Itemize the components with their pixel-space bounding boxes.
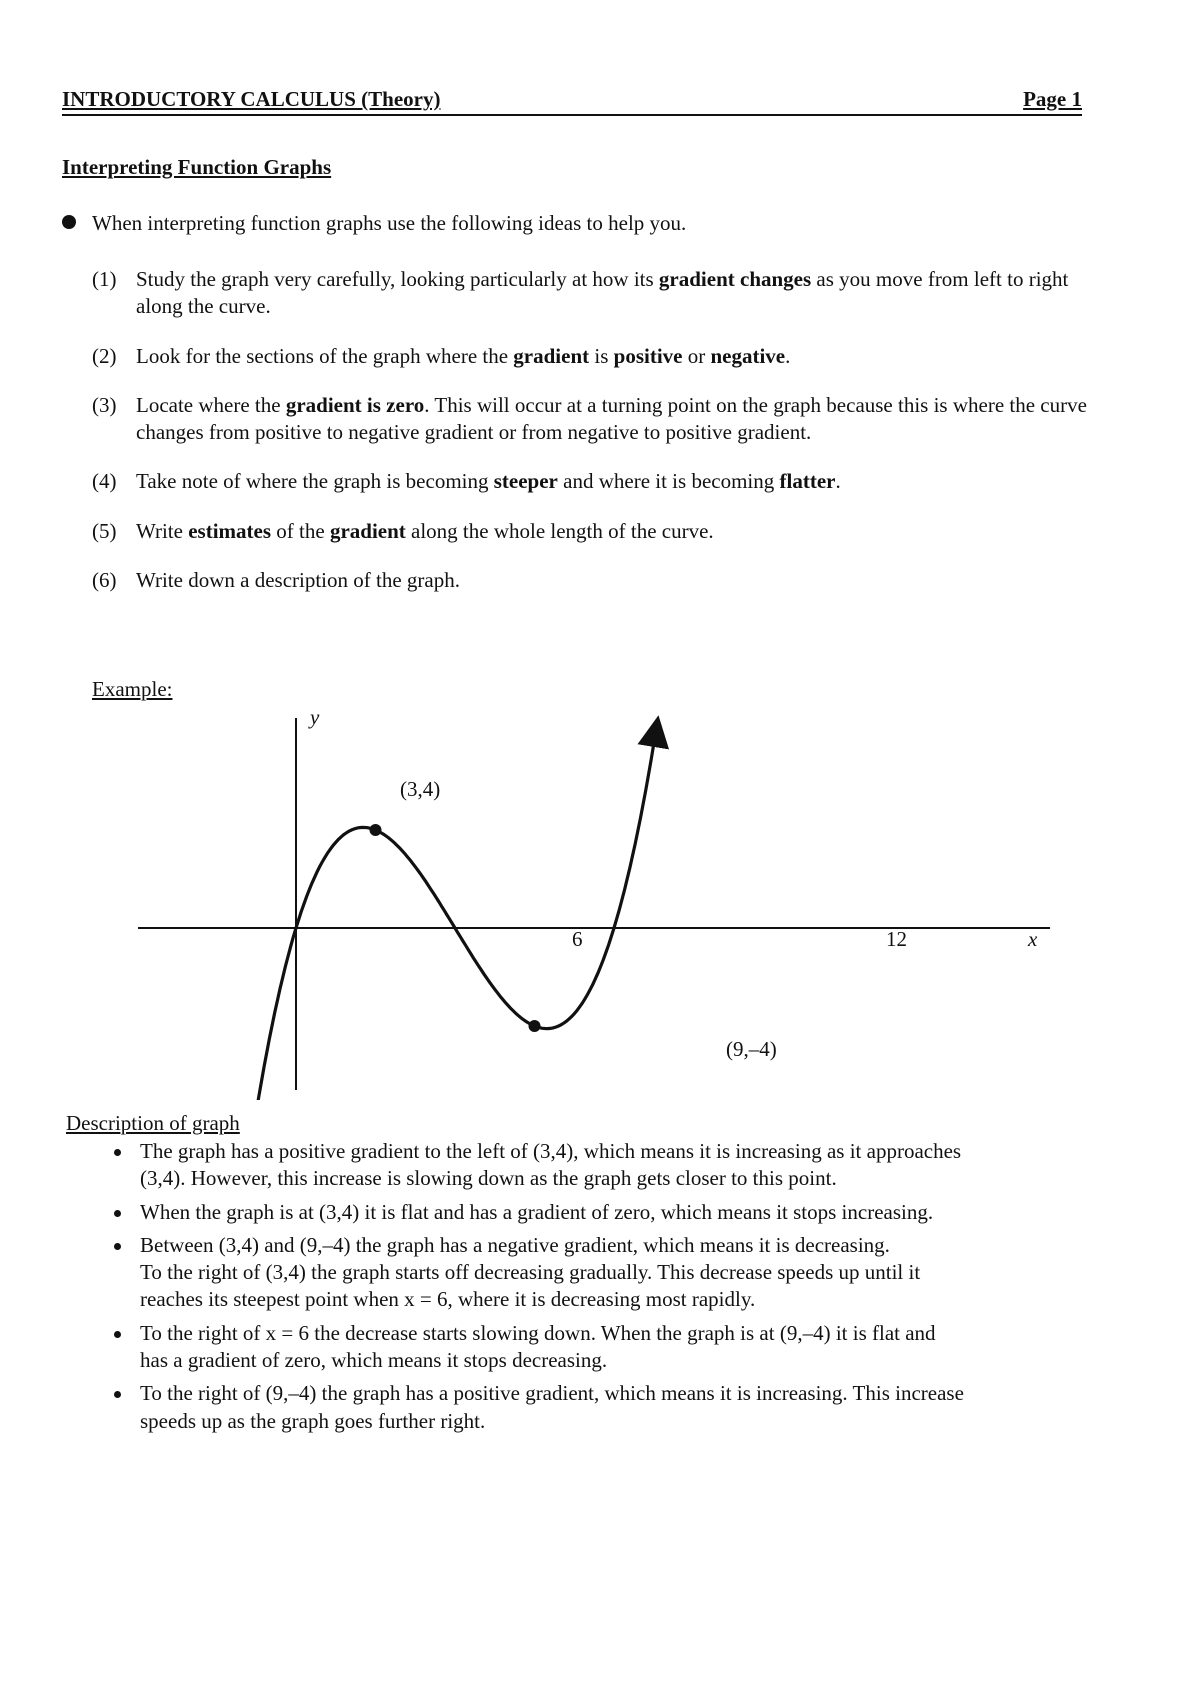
step-text: and where it is becoming: [557, 469, 780, 494]
description-title: Description of graph: [66, 1111, 240, 1135]
step-text: Write down a description of the graph.: [136, 568, 460, 593]
point-label-maximum: (3,4): [400, 777, 441, 801]
step-item: [92, 343, 1092, 370]
step-number: (4): [92, 469, 117, 494]
step-number: (2): [92, 343, 117, 368]
description-line: (3,4). However, this increase is slowing down as the graph gets closer to this point.: [140, 1166, 837, 1191]
step-text: of the: [271, 518, 330, 543]
step-bold: gradient changes: [658, 267, 812, 291]
step-number: (6): [92, 568, 117, 593]
description-item: [112, 1199, 1092, 1226]
cubic-curve: [254, 728, 657, 1100]
description-line: To the right of (3,4) the graph starts off decreasing gradually. This decrease speeds up until it: [140, 1260, 921, 1285]
section-title: Interpreting Function Graphs: [62, 155, 332, 179]
step-bold: positive: [613, 343, 683, 368]
description-line: To the right of (9,–4) the graph has a positive gradient, which means it is increasing. This increase: [140, 1381, 964, 1406]
step-bold: gradient: [329, 518, 406, 543]
description-line: When the graph is at (3,4) it is flat and has a gradient of zero, which means it stops increasing.: [140, 1199, 934, 1224]
x-axis-label: x: [1028, 927, 1038, 951]
description-line: Between (3,4) and (9,–4) the graph has a negative gradient, which means it is decreasing.: [140, 1232, 890, 1257]
description-item: [112, 1232, 1092, 1314]
step-number: (3): [92, 392, 117, 417]
steps-list: [92, 266, 1092, 616]
step-item: [92, 392, 1092, 447]
intro-text: When interpreting function graphs use the following ideas to help you.: [92, 211, 687, 235]
step-number: (5): [92, 518, 117, 543]
step-text: .: [835, 469, 841, 494]
page-number: Page 1: [1023, 86, 1082, 111]
step-item: [92, 266, 1092, 321]
bullet-dot-icon: [62, 215, 76, 229]
point-minimum: [529, 1020, 541, 1032]
step-bold: steeper: [493, 469, 558, 494]
description-line: reaches its steepest point when x = 6, where it is decreasing most rapidly.: [140, 1287, 756, 1312]
description-line: speeds up as the graph goes further right.: [140, 1408, 486, 1433]
description-line: To the right of x = 6 the decrease starts slowing down. When the graph is at (9,–4) it is flat and: [140, 1320, 936, 1345]
description-item: [112, 1138, 1092, 1193]
step-bold: gradient: [513, 343, 590, 368]
step-text: Locate where the: [136, 392, 286, 417]
step-text: is: [589, 343, 614, 368]
step-item: [92, 468, 1092, 495]
description-item: [112, 1380, 1092, 1435]
step-bold: negative: [710, 343, 786, 368]
step-text: Study the graph very carefully, looking particularly at how its: [136, 267, 659, 291]
step-number: (1): [92, 267, 117, 291]
x-tick-label-12: 12: [886, 927, 907, 951]
function-graph: [120, 700, 1080, 1100]
step-bold: gradient is zero: [285, 392, 425, 417]
step-text: . This will occur at a turning point on the graph because this is where the curve changes from positive to negative gradient or from negative to positive gradient.: [136, 392, 1087, 445]
example-label: Example:: [92, 677, 173, 701]
description-item: [112, 1320, 1092, 1375]
step-item: [92, 567, 1092, 594]
step-text: Look for the sections of the graph where the: [136, 343, 514, 368]
description-line: The graph has a positive gradient to the left of (3,4), which means it is increasing as it approaches: [140, 1139, 962, 1163]
document-title: INTRODUCTORY CALCULUS (Theory): [62, 86, 441, 111]
step-bold: flatter: [779, 469, 836, 494]
step-text: Write: [136, 518, 189, 543]
x-tick-label-6: 6: [572, 927, 583, 951]
step-bold: estimates: [188, 518, 272, 543]
step-item: [92, 518, 1092, 545]
step-text: along the whole length of the curve.: [405, 518, 714, 543]
page-header: [62, 86, 1082, 116]
step-text: Take note of where the graph is becoming: [136, 469, 494, 494]
description-line: has a gradient of zero, which means it stops decreasing.: [140, 1348, 608, 1373]
point-label-minimum: (9,–4): [726, 1037, 777, 1061]
step-text: or: [682, 343, 711, 368]
step-text: as you move from left to right along the curve.: [136, 267, 1069, 319]
point-maximum: [370, 824, 382, 836]
intro-bullet: [62, 210, 1082, 237]
y-axis-label: y: [310, 705, 320, 729]
step-text: .: [785, 343, 791, 368]
description-list: [112, 1138, 1092, 1441]
